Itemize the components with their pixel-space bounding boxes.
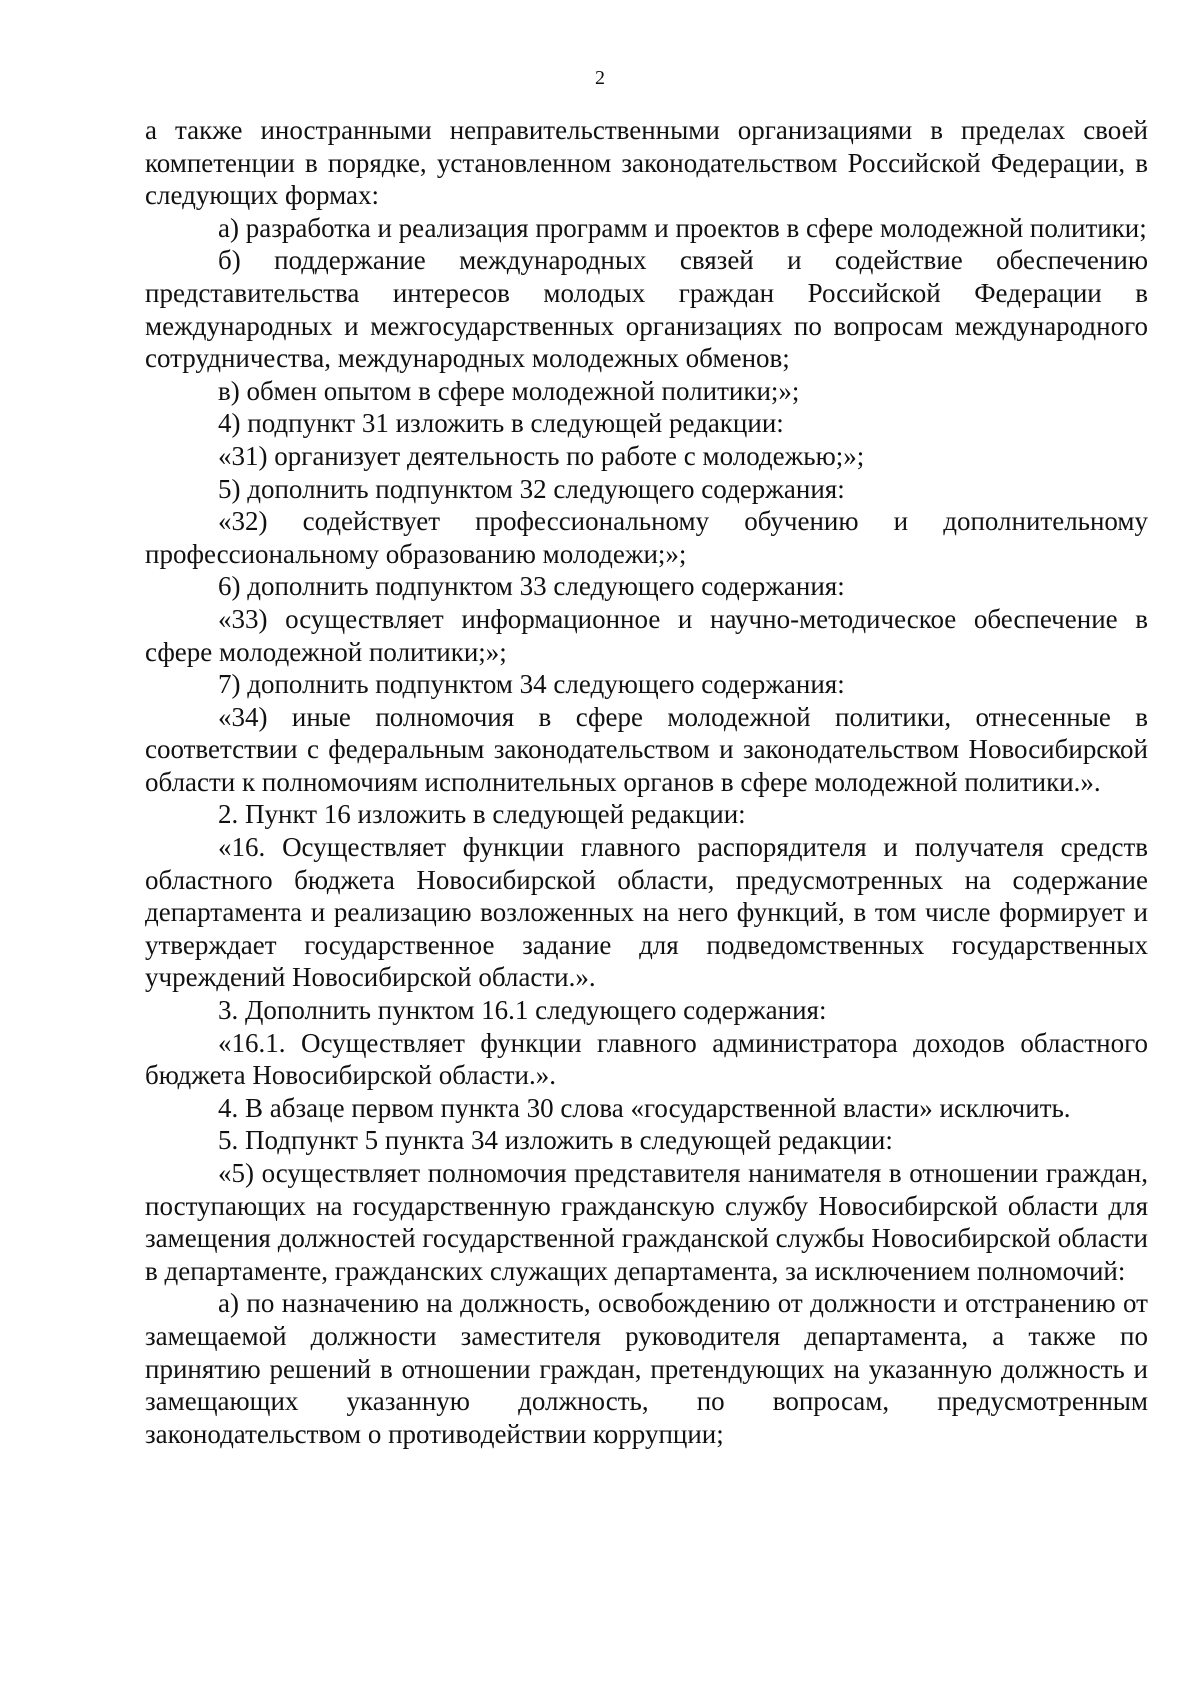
paragraph: «31) организует деятельность по работе с молодежью;»; (218, 440, 865, 471)
paragraph: 5. Подпункт 5 пункта 34 изложить в следующей редакции: (218, 1125, 893, 1156)
paragraph: 7) дополнить подпунктом 34 следующего содержания: (218, 669, 845, 700)
page-number: 2 (595, 67, 605, 89)
paragraph: а также иностранными неправительственными организациями в пределах своей компетенции в порядке, установленном законодательством Российской Федерации, в следующих формах: (145, 115, 1148, 211)
document-body (145, 114, 1148, 1450)
paragraph: «5) осуществляет полномочия представителя нанимателя в отношении граждан, поступающих на государственную гражданскую службу Новосибирской области для замещения должностей государственной гражданской службы Новосибирской области в департаменте, гражданских служащих департамента, за исключением полномочий: (145, 1158, 1148, 1286)
paragraph: 4. В абзаце первом пункта 30 слова «государственной власти» исключить. (218, 1092, 1071, 1123)
paragraph: «34) иные полномочия в сфере молодежной политики, отнесенные в соответствии с федеральным законодательством и законодательством Новосибирской области к полномочиям исполнительных органов в сфере молодежной политики.». (145, 701, 1148, 797)
paragraph: а) по назначению на должность, освобождению от должности и отстранению от замещаемой должности заместителя руководителя департамента, а также по принятию решений в отношении граждан, претендующих на указанную должность и замещающих указанную должность, по вопросам, предусмотренным законодательством о противодействии коррупции; (145, 1288, 1148, 1449)
paragraph: б) поддержание международных связей и содействие обеспечению представительства интересов молодых граждан Российской Федерации в международных и межгосударственных организациях по вопросам международного сотрудничества, международных молодежных обменов; (145, 245, 1148, 374)
paragraph: «32) содействует профессиональному обучению и дополнительному профессиональному образованию молодежи;»; (145, 506, 1148, 569)
paragraph: 4) подпункт 31 изложить в следующей редакции: (218, 408, 784, 439)
paragraph: 6) дополнить подпунктом 33 следующего содержания: (218, 571, 845, 602)
paragraph: 5) дополнить подпунктом 32 следующего содержания: (218, 473, 845, 504)
paragraph: «16.1. Осуществляет функции главного администратора доходов областного бюджета Новосибирской области.». (145, 1027, 1148, 1091)
paragraph: «33) осуществляет информационное и научно-методическое обеспечение в сфере молодежной политики;»; (145, 603, 1148, 667)
paragraph: в) обмен опытом в сфере молодежной политики;»; (218, 375, 800, 406)
paragraph: а) разработка и реализация программ и проектов в сфере молодежной политики; (218, 212, 1147, 243)
paragraph: «16. Осуществляет функции главного распорядителя и получателя средств областного бюджета Новосибирской области, предусмотренных на содержание департамента и реализацию возложенных на него функций, в том числе формирует и утверждает государственное задание для подведомственных государственных учреждений Новосибирской области.». (145, 832, 1148, 993)
paragraph: 3. Дополнить пунктом 16.1 следующего содержания: (218, 995, 827, 1026)
paragraph: 2. Пункт 16 изложить в следующей редакции: (218, 799, 746, 830)
